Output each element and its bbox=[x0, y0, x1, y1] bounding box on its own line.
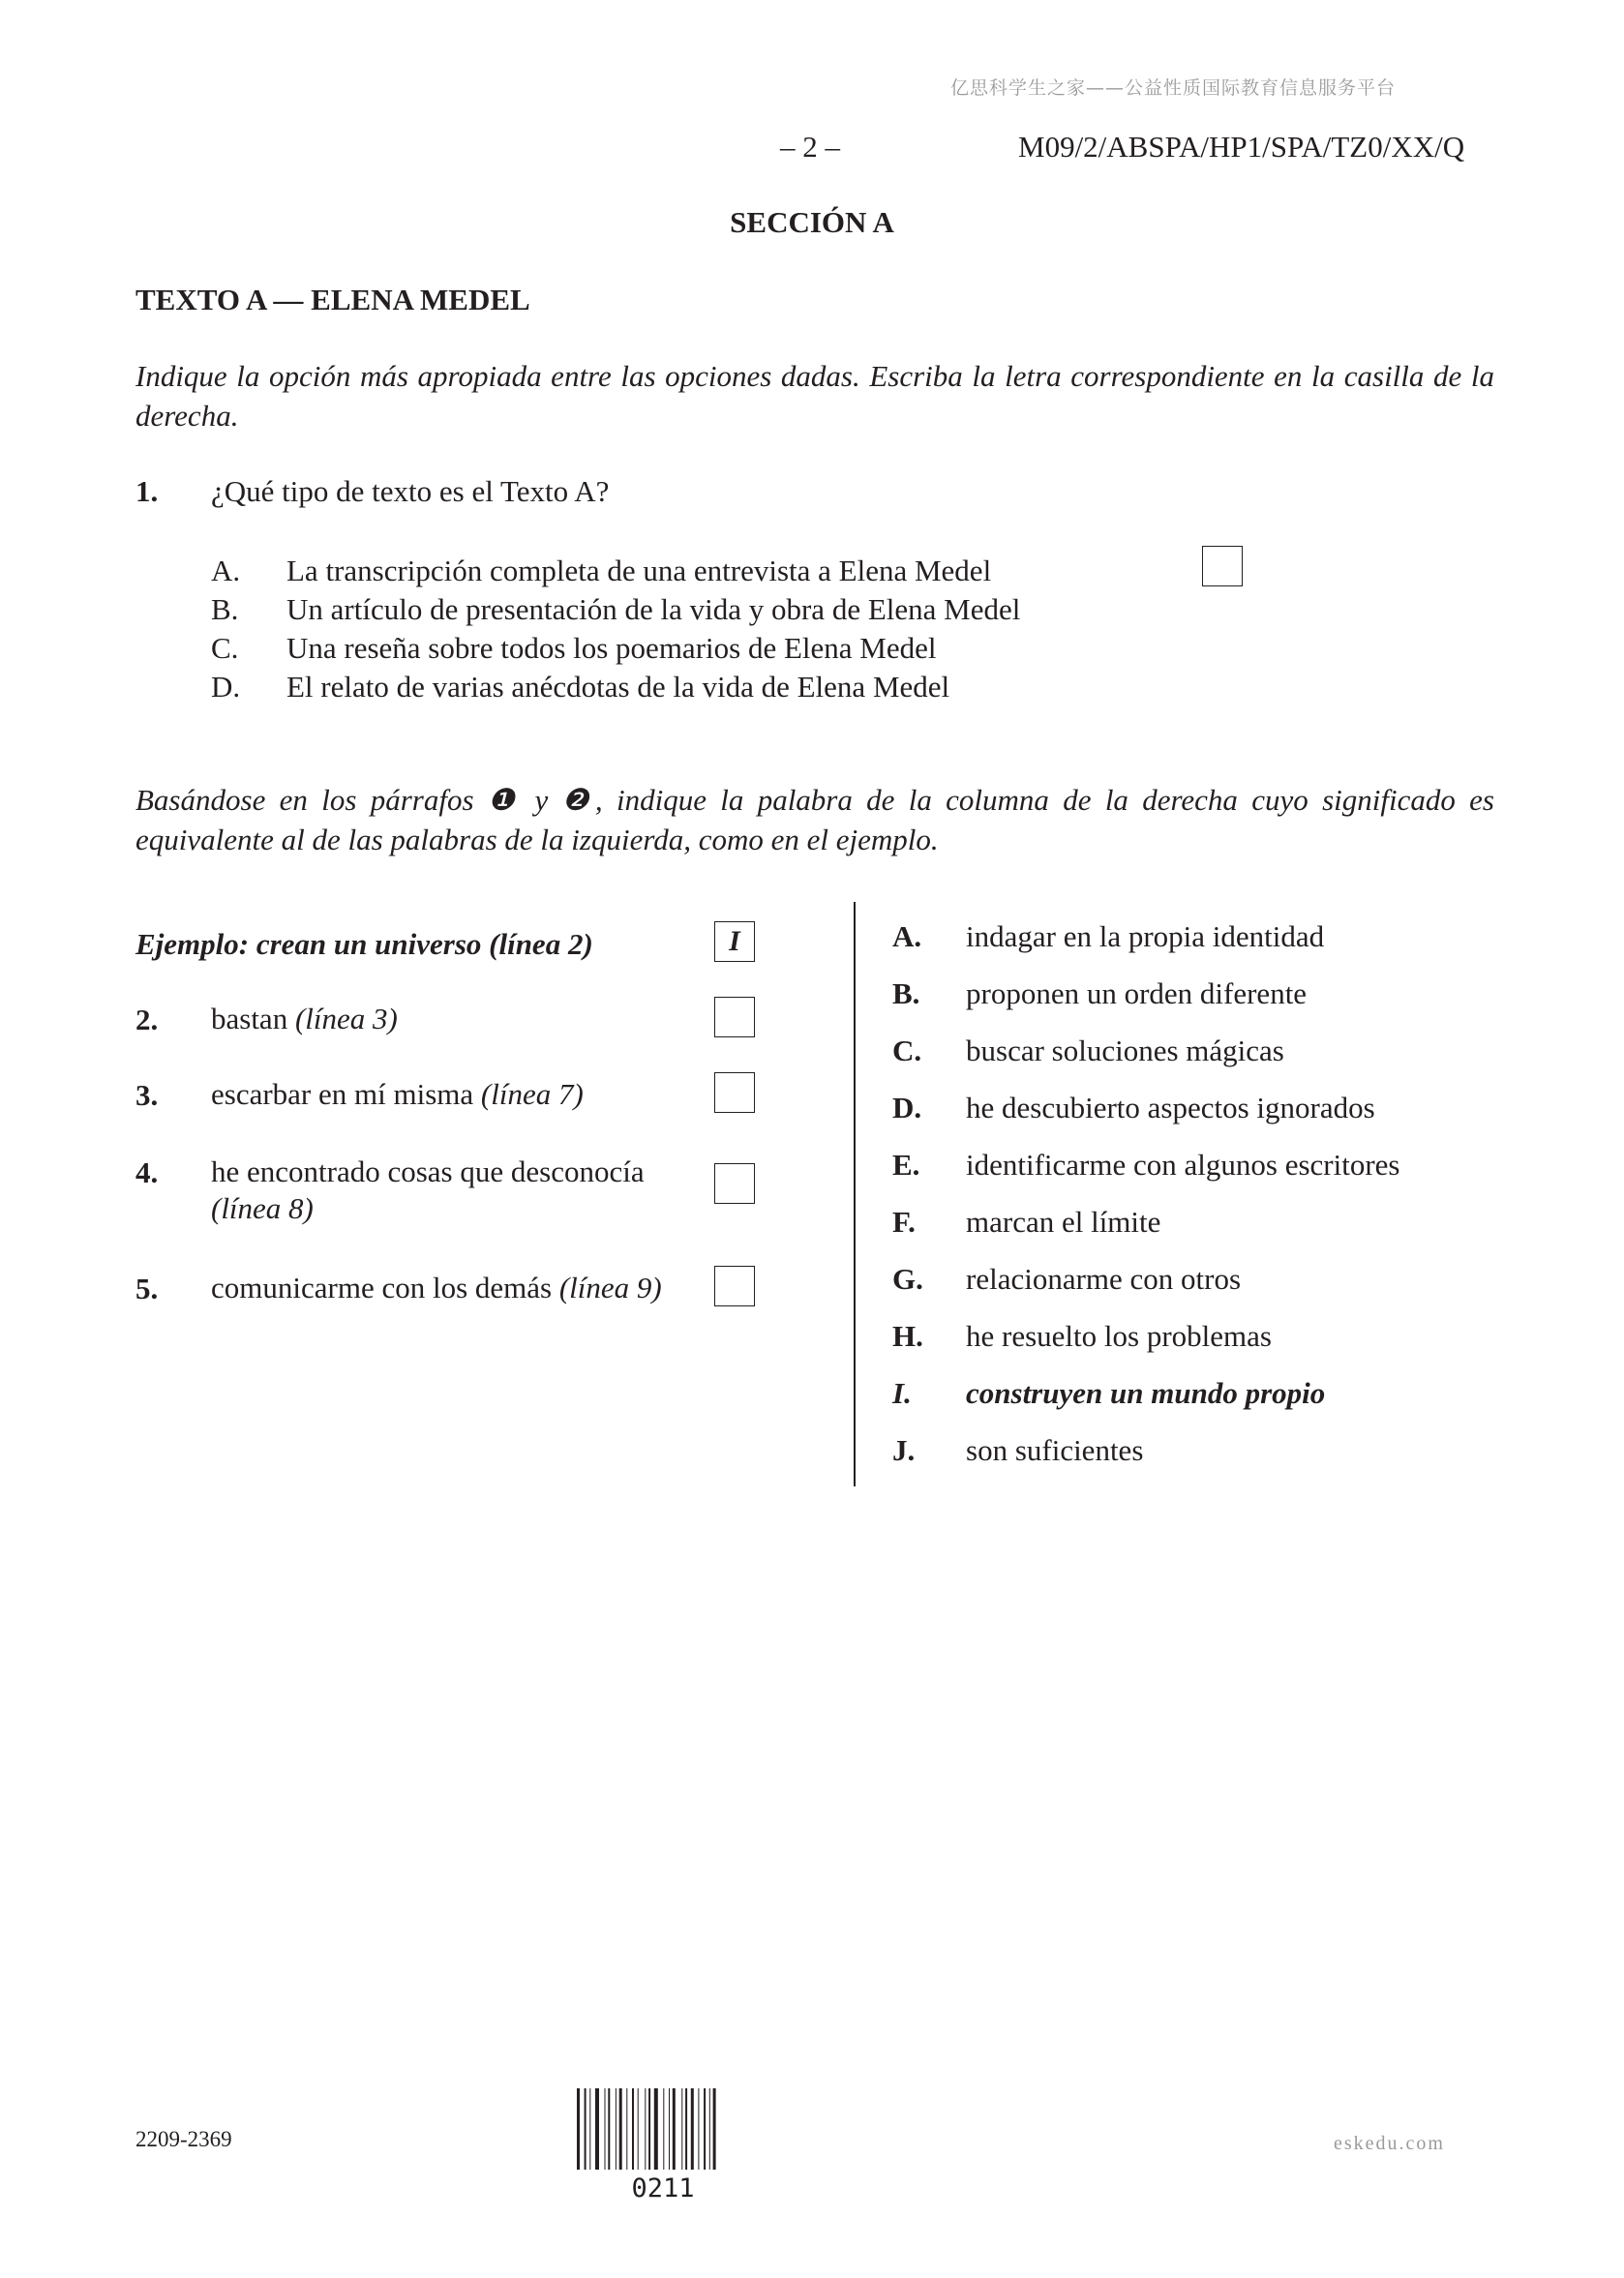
match-option-letter-c: C. bbox=[892, 1034, 922, 1067]
item-4-number: 4. bbox=[135, 1155, 159, 1189]
item-3-text: escarbar en mí misma (línea 7) bbox=[211, 1077, 584, 1111]
barcode-number: 0211 bbox=[631, 2173, 695, 2203]
option-text-b: Un artículo de presentación de la vida y obra de Elena Medel bbox=[286, 592, 1021, 626]
match-option-text-g: relacionarme con otros bbox=[966, 1262, 1242, 1296]
question-1-number: 1. bbox=[135, 474, 159, 508]
match-option-text-i: construyen un mundo propio bbox=[966, 1376, 1326, 1410]
match-option-letter-b: B. bbox=[892, 976, 920, 1010]
match-option-text-f: marcan el límite bbox=[966, 1205, 1161, 1239]
footer-code: 2209-2369 bbox=[135, 2127, 232, 2151]
example-label: Ejemplo: crean un universo (línea 2) bbox=[135, 927, 593, 961]
item-5-number: 5. bbox=[135, 1272, 159, 1305]
option-text-a: La transcripción completa de una entrevista a Elena Medel bbox=[286, 554, 992, 587]
match-option-letter-g: G. bbox=[892, 1262, 923, 1296]
item-3-number: 3. bbox=[135, 1078, 159, 1112]
item-4-text: he encontrado cosas que desconocía (línea 8) bbox=[211, 1154, 645, 1225]
option-letter-b: B. bbox=[211, 592, 239, 626]
item-4-line-ref: (línea 8) bbox=[211, 1191, 314, 1225]
answer-box-item-2[interactable] bbox=[714, 997, 755, 1037]
item-2-text: bastan (línea 3) bbox=[211, 1002, 398, 1035]
exam-code: M09/2/ABSPA/HP1/SPA/TZ0/XX/Q bbox=[1018, 130, 1465, 164]
option-letter-c: C. bbox=[211, 631, 239, 665]
answer-box-item-4[interactable] bbox=[714, 1163, 755, 1204]
footer-site: eskedu.com bbox=[1334, 2133, 1445, 2154]
answer-box-question-1[interactable] bbox=[1202, 546, 1243, 586]
item-5-line-ref: (línea 9) bbox=[558, 1271, 662, 1304]
section-title: SECCIÓN A bbox=[730, 205, 894, 239]
answer-box-item-3[interactable] bbox=[714, 1072, 755, 1113]
item-2-line-ref: (línea 3) bbox=[294, 1002, 398, 1035]
match-option-text-h: he resuelto los problemas bbox=[966, 1319, 1272, 1353]
column-divider bbox=[854, 902, 856, 1486]
match-option-letter-h: H. bbox=[892, 1319, 923, 1353]
match-option-text-a: indagar en la propia identidad bbox=[966, 919, 1325, 953]
match-option-letter-f: F. bbox=[892, 1205, 916, 1239]
match-option-text-b: proponen un orden diferente bbox=[966, 976, 1308, 1010]
answer-box-example: I bbox=[714, 921, 755, 962]
instruction-matching: Basándose en los párrafos ❶ y ❷, indique la palabra de la columna de la derecha cuyo significado es equivalente al de las palabras de la izquierda, como en el ejemplo. bbox=[135, 783, 1494, 856]
option-letter-d: D. bbox=[211, 670, 241, 704]
page-number: – 2 – bbox=[780, 130, 840, 164]
option-text-c: Una reseña sobre todos los poemarios de Elena Medel bbox=[286, 631, 937, 665]
match-option-text-j: son suficientes bbox=[966, 1433, 1144, 1467]
instruction-multiple-choice: Indique la opción más apropiada entre las opciones dadas. Escriba la letra correspondiente en la casilla de la derecha. bbox=[135, 359, 1494, 433]
item-2-number: 2. bbox=[135, 1003, 159, 1036]
item-5-text: comunicarme con los demás (línea 9) bbox=[211, 1271, 662, 1304]
match-option-letter-d: D. bbox=[892, 1091, 922, 1124]
answer-box-item-5[interactable] bbox=[714, 1266, 755, 1306]
watermark-header: 亿思科学生之家——公益性质国际教育信息服务平台 bbox=[950, 77, 1397, 99]
item-3-line-ref: (línea 7) bbox=[480, 1077, 584, 1111]
option-letter-a: A. bbox=[211, 554, 241, 587]
match-option-letter-j: J. bbox=[892, 1433, 916, 1467]
match-option-text-d: he descubierto aspectos ignorados bbox=[966, 1091, 1375, 1124]
match-option-text-c: buscar soluciones mágicas bbox=[966, 1034, 1284, 1067]
option-text-d: El relato de varias anécdotas de la vida de Elena Medel bbox=[286, 670, 950, 704]
match-option-text-e: identificarme con algunos escritores bbox=[966, 1148, 1400, 1182]
match-option-letter-a: A. bbox=[892, 919, 922, 953]
match-option-letter-i: I. bbox=[892, 1376, 912, 1410]
match-option-letter-e: E. bbox=[892, 1148, 920, 1182]
text-title: TEXTO A — ELENA MEDEL bbox=[135, 283, 530, 316]
barcode-image bbox=[577, 2088, 749, 2170]
question-1-text: ¿Qué tipo de texto es el Texto A? bbox=[211, 474, 610, 508]
